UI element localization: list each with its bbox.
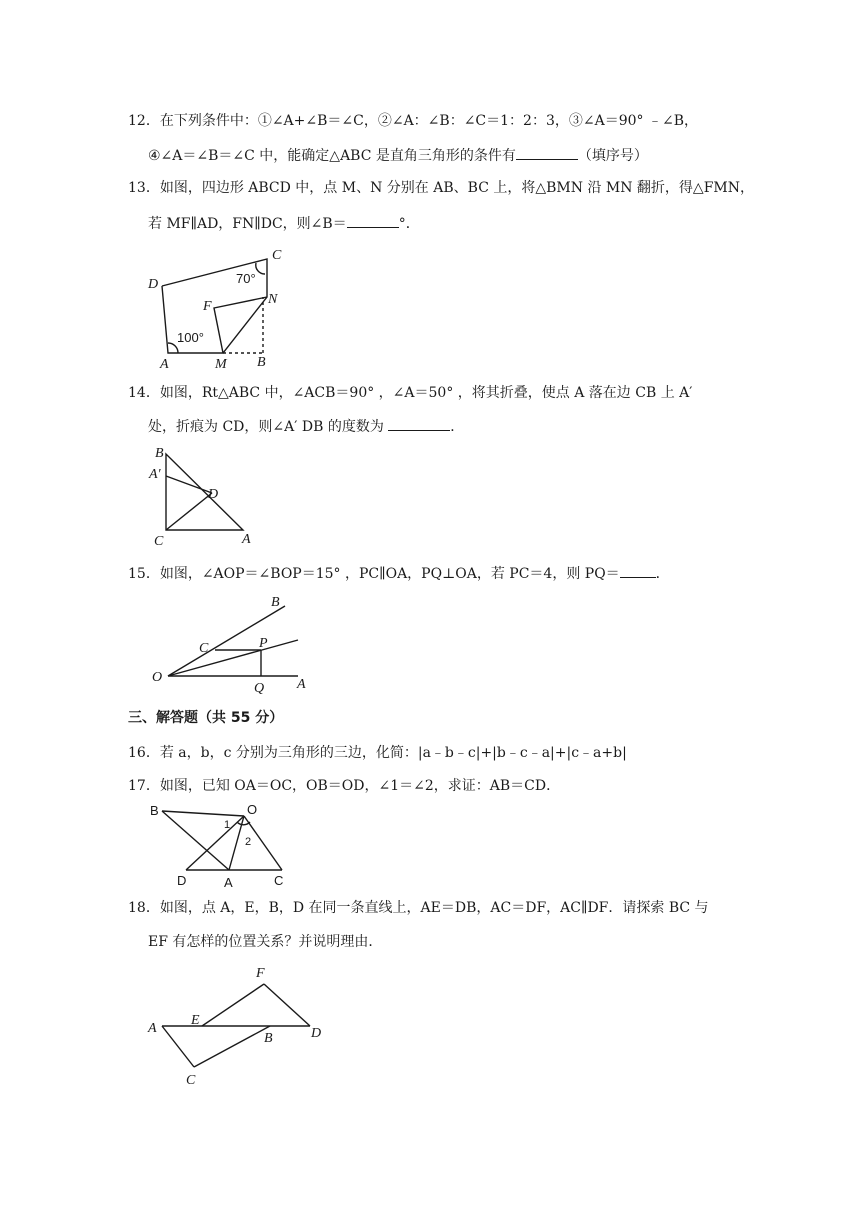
q13-angle-arc-c — [256, 263, 265, 274]
q15-label-b: B — [271, 595, 280, 610]
q18-segment-cb — [194, 1026, 270, 1067]
q13-line1: 13．如图，四边形 ABCD 中，点 M、N 分别在 AB、BC 上，将△BMN 沿 MN 翻折，得△FMN， — [128, 180, 754, 196]
q12-line2 — [148, 145, 648, 166]
q18-label-e: E — [191, 1013, 200, 1028]
q18-line2: EF 有怎样的位置关系？并说明理由． — [148, 934, 383, 950]
q14-label-d: D — [208, 487, 219, 502]
q13-line2-text: 若 MF∥AD，FN∥DC，则∠B＝ — [148, 216, 347, 232]
q14-label-b: B — [155, 446, 164, 461]
q12-line1: 12．在下列条件中：①∠A+∠B＝∠C，②∠A：∠B：∠C＝1：2：3，③∠A＝90° ﹣∠B， — [128, 113, 698, 129]
q14-line1: 14．如图，Rt△ABC 中，∠ACB＝90° ，∠A＝50° ，将其折叠，使点 A 落在边 CB 上 A′ — [128, 385, 693, 401]
q14-answer-blank[interactable] — [388, 416, 450, 431]
q15-ray-op — [168, 640, 298, 676]
q18-label-c: C — [186, 1073, 196, 1088]
q14-line2-text: 处，折痕为 CD，则∠A′ DB 的度数为 — [148, 419, 389, 435]
q17-segment-od — [186, 816, 244, 870]
q18-line1: 18．如图，点 A，E，B，D 在同一条直线上，AE＝DB，AC＝DF，AC∥DF．请探索 BC 与 — [128, 900, 709, 916]
q15-line1-text: 15．如图，∠AOP＝∠BOP＝15° ，PC∥OA，PQ⊥OA，若 PC＝4，则 PQ＝ — [128, 566, 620, 582]
q14-figure — [145, 442, 260, 552]
q13-label-d: D — [148, 277, 159, 292]
q14-label-a: A — [242, 532, 251, 547]
q13-label-a: A — [160, 357, 169, 372]
q13-angle-a: 100° — [177, 330, 204, 345]
q17-label-d: D — [177, 873, 187, 888]
q17-figure — [140, 800, 300, 890]
q13-label-m: M — [215, 357, 227, 372]
q15-label-q: Q — [254, 681, 265, 696]
q13-label-c: C — [272, 248, 282, 263]
q13-line2-post: °． — [398, 216, 420, 232]
q12-line2-text: ④∠A＝∠B＝∠C 中，能确定△ABC 是直角三角形的条件有 — [148, 148, 516, 164]
q17-label-angle-2: 2 — [245, 836, 252, 848]
q13-label-n: N — [268, 292, 278, 307]
q17-label-b: B — [150, 803, 159, 818]
q18-segment-ac — [162, 1026, 194, 1067]
q13-line2 — [148, 213, 420, 234]
q18-figure — [140, 962, 340, 1092]
q17-segment-bo — [162, 811, 244, 816]
q18-label-a: A — [148, 1021, 157, 1036]
q15-line1-post: ． — [655, 566, 670, 582]
q13-figure — [140, 240, 300, 370]
q18-label-f: F — [256, 966, 265, 981]
q14-line2 — [148, 416, 464, 437]
q12-line2-post: （填序号） — [577, 148, 648, 164]
q15-line1 — [128, 563, 670, 584]
q13-answer-blank[interactable] — [347, 213, 399, 228]
q15-label-c: C — [199, 641, 209, 656]
q14-fold-cd — [166, 493, 212, 530]
q18-label-b: B — [264, 1031, 273, 1046]
q15-label-a: A — [297, 677, 306, 692]
q17-label-o: O — [247, 802, 258, 817]
q17-label-a: A — [224, 875, 233, 890]
q15-figure — [150, 592, 320, 697]
q14-segment-a1d — [166, 476, 212, 493]
q18-segment-ef — [202, 984, 264, 1026]
q13-label-f: F — [203, 299, 212, 314]
q12-answer-blank[interactable] — [516, 145, 578, 160]
q13-label-b: B — [257, 355, 266, 370]
q13-angle-c: 70° — [236, 271, 256, 286]
q18-label-d: D — [311, 1026, 322, 1041]
q15-label-p: P — [259, 636, 268, 651]
q15-answer-blank[interactable] — [620, 563, 656, 578]
q14-label-a-prime: A′ — [149, 467, 161, 482]
q17-line1: 17．如图，已知 OA＝OC，OB＝OD，∠1＝∠2，求证：AB＝CD． — [128, 778, 561, 794]
q15-label-o: O — [152, 670, 163, 685]
q17-label-c: C — [274, 873, 284, 888]
q13-folded-fmn — [214, 297, 267, 353]
q17-label-angle-1: 1 — [224, 819, 231, 831]
section-heading: 三、解答题（共 55 分） — [128, 710, 284, 726]
q14-label-c: C — [154, 534, 164, 549]
q14-triangle-abc — [166, 454, 243, 530]
q14-line2-post: ． — [450, 419, 465, 435]
q16-line1: 16．若 a，b，c 分别为三角形的三边，化简：|a﹣b﹣c|+|b﹣c﹣a|+|c﹣a+b| — [128, 745, 627, 761]
q18-segment-fd — [264, 984, 310, 1026]
